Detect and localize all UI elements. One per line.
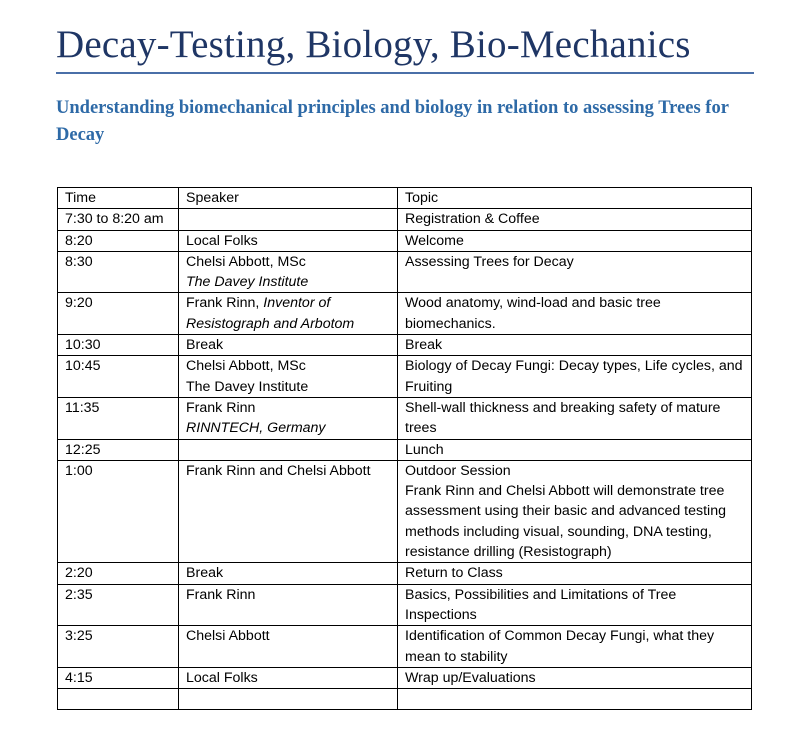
topic-cell: Biology of Decay Fungi: Decay types, Life cycles, and Fruiting [398, 356, 752, 398]
table-row [58, 230, 752, 251]
topic-cell: Registration & Coffee [398, 209, 752, 230]
speaker-cell: Local Folks [179, 667, 398, 688]
table-row [58, 209, 752, 230]
header-topic: Topic [398, 188, 752, 209]
topic-cell: Identification of Common Decay Fungi, what they mean to stability [398, 626, 752, 668]
speaker-cell [179, 293, 398, 335]
speaker-cell [179, 439, 398, 460]
time-cell: 7:30 to 8:20 am [58, 209, 179, 230]
topic-cell [398, 689, 752, 710]
table-row [58, 563, 752, 584]
header-time: Time [58, 188, 179, 209]
schedule-table [57, 187, 752, 710]
table-header-row [58, 188, 752, 209]
time-cell: 10:45 [58, 356, 179, 398]
topic-cell: Welcome [398, 230, 752, 251]
topic-cell [398, 460, 752, 562]
time-cell: 8:20 [58, 230, 179, 251]
speaker-cell [179, 397, 398, 439]
speaker-name: Chelsi Abbott, MSc [186, 358, 306, 375]
topic-cell: Basics, Possibilities and Limitations of Tree Inspections [398, 584, 752, 626]
speaker-cell [179, 209, 398, 230]
speaker-cell [179, 689, 398, 710]
table-row [58, 460, 752, 562]
empty-row [58, 689, 752, 710]
table-row [58, 251, 752, 293]
document-subtitle: Understanding biomechanical principles and biology in relation to assessing Trees for Decay [56, 98, 729, 145]
table-row [58, 293, 752, 335]
speaker-cell: Break [179, 335, 398, 356]
topic-cell: Break [398, 335, 752, 356]
speaker-name: Chelsi Abbott, MSc [186, 253, 306, 270]
speaker-cell: Chelsi Abbott [179, 626, 398, 668]
topic-cell: Lunch [398, 439, 752, 460]
time-cell: 2:20 [58, 563, 179, 584]
speaker-name: Frank Rinn [186, 399, 256, 416]
speaker-cell [179, 251, 398, 293]
speaker-cell: Frank Rinn [179, 584, 398, 626]
speaker-affiliation: The Davey Institute [186, 378, 309, 395]
table-row [58, 584, 752, 626]
speaker-cell [179, 356, 398, 398]
topic-cell: Return to Class [398, 563, 752, 584]
time-cell: 10:30 [58, 335, 179, 356]
table-row [58, 626, 752, 668]
table-row [58, 439, 752, 460]
time-cell: 9:20 [58, 293, 179, 335]
time-cell: 2:35 [58, 584, 179, 626]
time-cell: 4:15 [58, 667, 179, 688]
time-cell: 12:25 [58, 439, 179, 460]
speaker-cell: Local Folks [179, 230, 398, 251]
speaker-cell: Break [179, 563, 398, 584]
topic-title: Outdoor Session [405, 462, 511, 479]
title-divider [56, 72, 754, 74]
speaker-cell: Frank Rinn and Chelsi Abbott [179, 460, 398, 562]
topic-cell: Assessing Trees for Decay [398, 251, 752, 293]
document-title: Decay-Testing, Biology, Bio-Mechanics [56, 23, 691, 66]
time-cell [58, 689, 179, 710]
time-cell: 8:30 [58, 251, 179, 293]
topic-description: Frank Rinn and Chelsi Abbott will demonstrate tree assessment using their basic and advanced testing methods including visual, sounding, DNA testing, resistance drilling (Resistograph) [405, 483, 726, 561]
speaker-affiliation: RINNTECH, Germany [186, 420, 326, 437]
speaker-name: Frank Rinn, [186, 295, 264, 312]
topic-cell: Shell-wall thickness and breaking safety of mature trees [398, 397, 752, 439]
time-cell: 1:00 [58, 460, 179, 562]
table-row [58, 397, 752, 439]
table-row [58, 335, 752, 356]
topic-cell: Wood anatomy, wind-load and basic tree biomechanics. [398, 293, 752, 335]
topic-cell: Wrap up/Evaluations [398, 667, 752, 688]
speaker-affiliation: The Davey Institute [186, 274, 309, 291]
time-cell: 3:25 [58, 626, 179, 668]
speaker-affiliation: Inventor of Resistograph and Arbotom [186, 295, 355, 332]
time-cell: 11:35 [58, 397, 179, 439]
table-row [58, 356, 752, 398]
table-row [58, 667, 752, 688]
header-speaker: Speaker [179, 188, 398, 209]
